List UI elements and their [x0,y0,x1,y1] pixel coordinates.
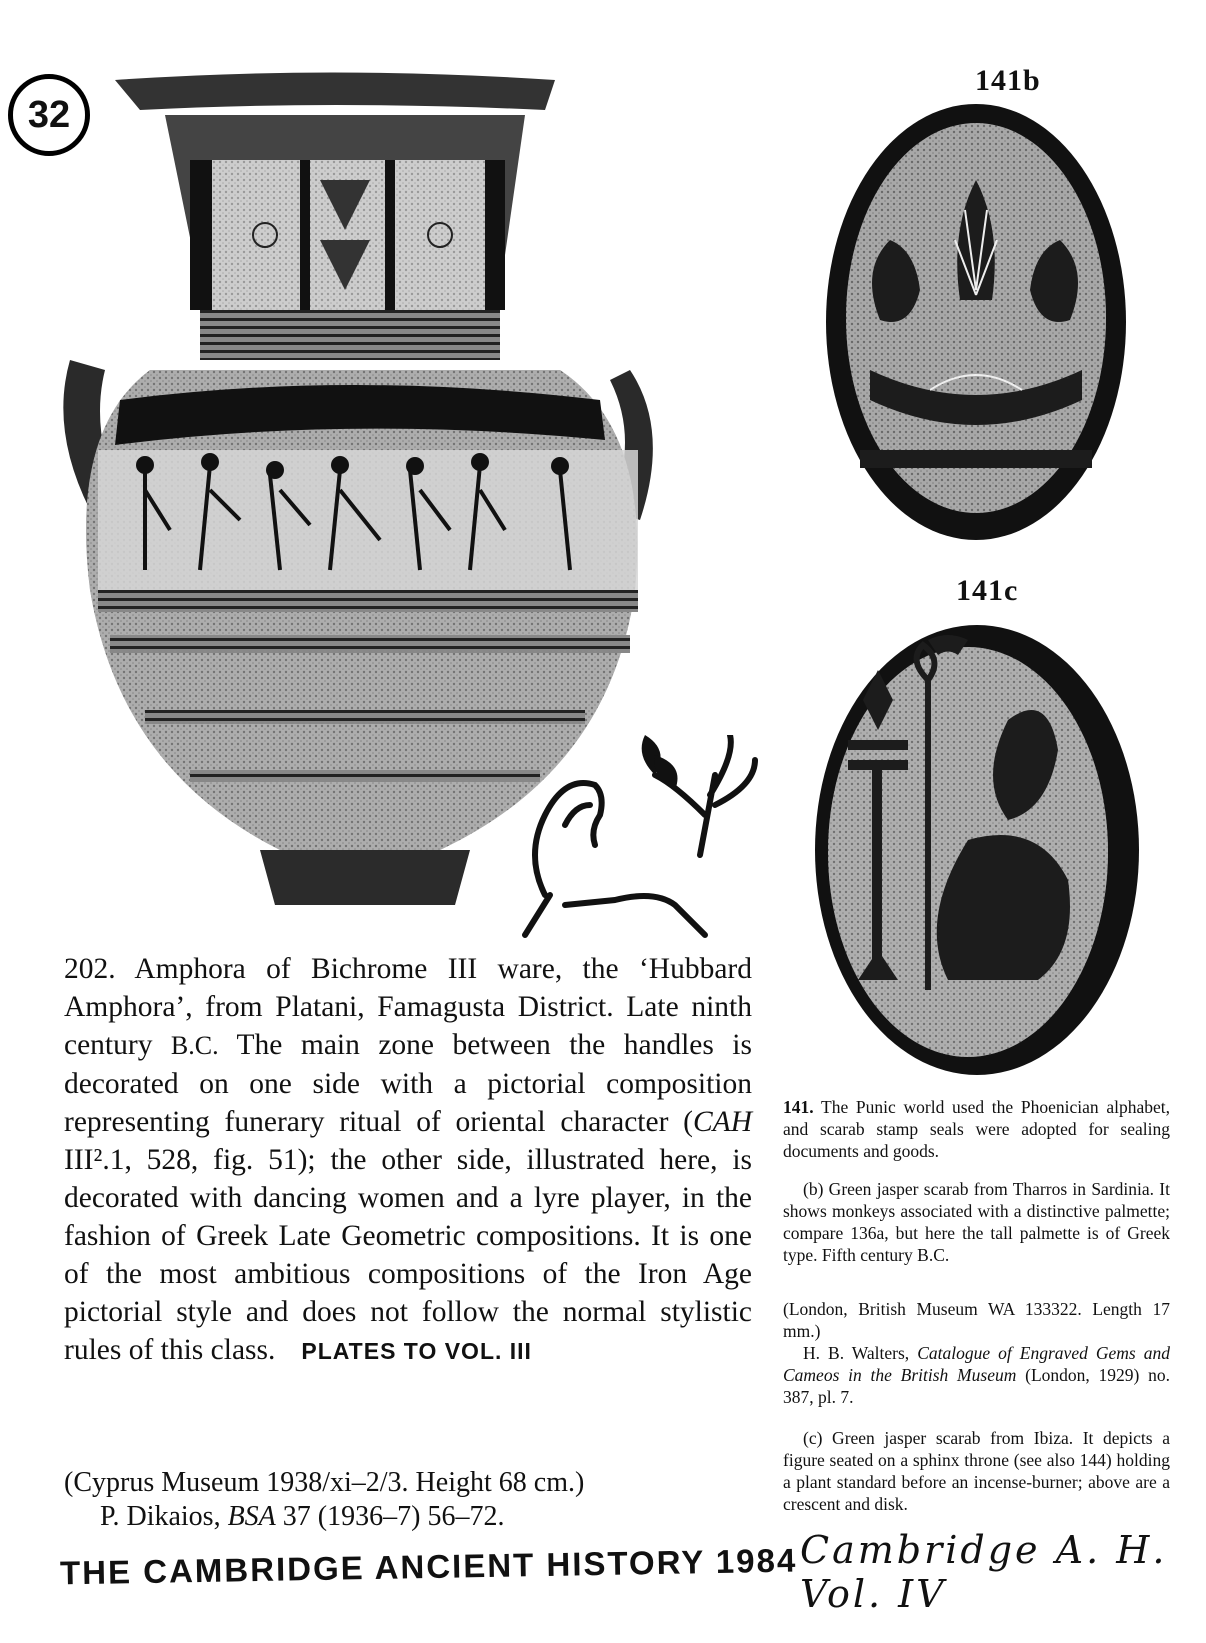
handwritten-plates-note: PLATES TO VOL. III [301,1338,532,1364]
caption-141b-bc: B.C. [917,1245,950,1265]
amphora-caption [64,950,752,1370]
caption-number: 202. [64,953,116,985]
caption-141b-source [783,1298,1170,1408]
sphinx-sketch [505,735,760,945]
caption-141c [783,1427,1170,1515]
caption-141c-text: Green jasper scarab from Ibiza. It depicts a figure seated on a sphinx throne (see also 144) holding a plant standard before an incense-burner; above are a crescent and disk. [783,1428,1170,1514]
amphora-museum-ref: (Cyprus Museum 1938/xi–2/3. Height 68 cm.) [64,1467,585,1498]
caption-141b [783,1178,1170,1266]
handwritten-volume-note: Cambridge A. H. Vol. IV [800,1528,1168,1616]
caption-141-text: The Punic world used the Phoenician alphabet, and scarab stamp seals were adopted for sealing documents and goods. [783,1097,1170,1161]
caption-141b-letter: (b) [803,1179,824,1199]
amphora-bibliography: P. Dikaios, BSA 37 (1936–7) 56–72. [100,1501,505,1532]
caption-141 [783,1096,1170,1162]
caption-bc: B.C. [170,1031,219,1060]
amphora-source [64,1466,764,1534]
page-number: 32 [8,74,90,156]
caption-141c-letter: (c) [803,1428,823,1448]
caption-141b-museum-ref: (London, British Museum WA 133322. Length 17 mm.) [783,1299,1170,1341]
plate-label-141b: 141b [975,64,1041,97]
caption-text-1: Amphora of Bichrome III ware, the ‘Hubbard Amphora’, from Platani, Famagusta District. Late ninth century [64,953,752,1061]
seal-141b-photo [820,100,1132,545]
caption-text-2: The main zone between the handles is decorated on one side with a pictorial composition representing funerary ritual of oriental character ( [64,1029,752,1138]
caption-141-number: 141. [783,1097,814,1117]
plate-label-141c: 141c [956,574,1019,607]
caption-141b-text: Green jasper scarab from Tharros in Sardinia. It shows monkeys associated with a distinctive palmette; compare 136a, but here the tall palmette is of Greek type. Fifth century [783,1179,1170,1265]
caption-141b-bibliography: H. B. Walters, Catalogue of Engraved Gems and Cameos in the British Museum (London, 1929) no. 387, pl. 7. [783,1343,1170,1407]
caption-text-3: III².1, 528, fig. 51); the other side, illustrated here, is decorated with dancing women and a lyre player, in the fashion of Greek Late Geometric compositions. It is one of the most ambitious compositions of the Iron Age pictorial style and does not follow the normal stylistic rules of this class. [64,1144,752,1366]
seal-141c-photo [808,620,1146,1080]
caption-cah: CAH [693,1106,752,1138]
handwritten-title-note: THE CAMBRIDGE ANCIENT HISTORY 1984 [59,1541,798,1592]
